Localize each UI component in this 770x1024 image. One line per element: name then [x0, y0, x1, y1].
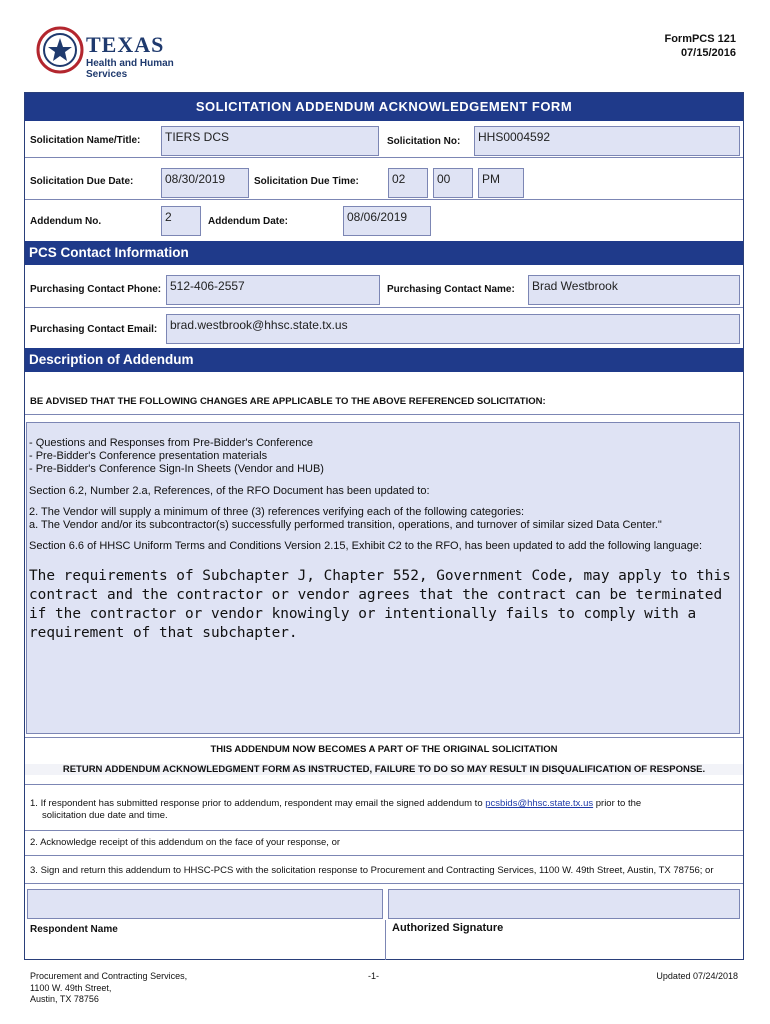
instruction-3 [30, 865, 714, 877]
page-number: -1- [368, 971, 379, 981]
advise-text: BE ADVISED THAT THE FOLLOWING CHANGES ARE APPLICABLE TO THE ABOVE REFERENCED SOLICITATION: [30, 396, 546, 407]
instruction-2 [30, 837, 340, 849]
contact-name-field[interactable]: Brad Westbrook [528, 275, 740, 305]
instruction-text: Sign and return this addendum to HHSC-PCS with the solicitation response to Procurement and Contracting Services, 1100 W. 49th Street, Austin, TX 78756; or [40, 865, 714, 876]
respondent-name-label: Respondent Name [30, 924, 118, 935]
contact-heading: PCS Contact Information [25, 241, 743, 265]
solicitation-name-label: Solicitation Name/Title: [30, 135, 141, 146]
description-p2b: a. The Vendor and/or its subcontractor(s) successfully performed transition, operations, and turnover of similar sized Data Center." [29, 519, 662, 531]
form-date: 07/15/2016 [680, 47, 736, 59]
instruction-text: If respondent has submitted response prior to addendum, respondent may email the signed addendum to [40, 798, 486, 809]
description-quote: The requirements of Subchapter J, Chapter 552, Government Code, may apply to this contract and the contractor or vendor agrees that the contract can be terminated if the contractor or vendor knowingly or intentionally fails to comply with a requirement of that subchapter. [29, 568, 731, 641]
instruction-1 [30, 798, 641, 822]
due-hour-field[interactable]: 02 [388, 168, 428, 198]
contact-name-label: Purchasing Contact Name: [387, 284, 515, 295]
instruction-text: prior to the [593, 798, 642, 809]
contact-phone-field[interactable]: 512-406-2557 [166, 275, 380, 305]
instruction-number: 1. [30, 798, 38, 809]
updated-date: Updated 07/24/2018 [656, 971, 738, 981]
footer-address-line: Austin, TX 78756 [30, 994, 99, 1004]
notice-part-of-solicitation: THIS ADDENDUM NOW BECOMES A PART OF THE ORIGINAL SOLICITATION [210, 744, 558, 755]
due-minute-field[interactable]: 00 [433, 168, 473, 198]
instruction-text: Acknowledge receipt of this addendum on the face of your response, or [40, 837, 341, 848]
description-heading: Description of Addendum [25, 348, 743, 372]
contact-phone-label: Purchasing Contact Phone: [30, 284, 162, 295]
texas-seal-icon [36, 26, 84, 74]
due-ampm-field[interactable]: PM [478, 168, 524, 198]
logo-subtitle: Health and Human Services [86, 58, 174, 80]
description-p1: Section 6.2, Number 2.a, References, of the RFO Document has been updated to: [29, 485, 430, 497]
footer-address-line: 1100 W. 49th Street, [30, 982, 112, 993]
description-p3: Section 6.6 of HHSC Uniform Terms and Conditions Version 2.15, Exhibit C2 to the RFO, has been updated to add the following language: [29, 540, 703, 552]
logo-texas: TEXAS [86, 32, 165, 57]
solicitation-no-field[interactable]: HHS0004592 [474, 126, 740, 156]
due-date-field[interactable]: 08/30/2019 [161, 168, 249, 198]
addendum-date-label: Addendum Date: [208, 216, 288, 227]
pcsbids-email-link[interactable]: pcsbids@hhsc.state.tx.us [485, 798, 594, 809]
due-date-label: Solicitation Due Date: [30, 176, 134, 187]
addendum-date-field[interactable]: 08/06/2019 [343, 206, 431, 236]
change-item: - Questions and Responses from Pre-Bidder's Conference [29, 437, 313, 449]
notice-return-form: RETURN ADDENDUM ACKNOWLEDGMENT FORM AS INSTRUCTED, FAILURE TO DO SO MAY RESULT IN DISQUALIFICATION OF RESPONSE. [25, 764, 743, 775]
texas-hhs-logo [36, 26, 216, 80]
addendum-no-label: Addendum No. [30, 216, 102, 227]
authorized-signature-label: Authorized Signature [392, 922, 504, 934]
footer-address-line: Procurement and Contracting Services, [30, 971, 188, 981]
instruction-number: 2. [30, 837, 38, 848]
footer-address [30, 971, 187, 1006]
form-number [664, 32, 736, 60]
due-time-label: Solicitation Due Time: [254, 176, 359, 187]
form-id: FormPCS 121 [664, 33, 736, 45]
contact-email-field[interactable]: brad.westbrook@hhsc.state.tx.us [166, 314, 740, 344]
contact-email-label: Purchasing Contact Email: [30, 324, 158, 335]
form-title: SOLICITATION ADDENDUM ACKNOWLEDGEMENT FORM [25, 93, 743, 121]
authorized-signature-field[interactable] [388, 889, 740, 919]
instruction-text: solicitation due date and time. [42, 810, 168, 821]
respondent-name-field[interactable] [27, 889, 383, 919]
addendum-no-field[interactable]: 2 [161, 206, 201, 236]
instruction-number: 3. [30, 865, 38, 876]
change-item: - Pre-Bidder's Conference Sign-In Sheets (Vendor and HUB) [29, 463, 324, 475]
description-p2a: 2. The Vendor will supply a minimum of three (3) references verifying each of the following categories: [29, 506, 525, 518]
solicitation-name-field[interactable]: TIERS DCS [161, 126, 379, 156]
description-field[interactable] [26, 422, 740, 734]
solicitation-no-label: Solicitation No: [387, 136, 461, 147]
change-item: - Pre-Bidder's Conference presentation materials [29, 450, 268, 462]
